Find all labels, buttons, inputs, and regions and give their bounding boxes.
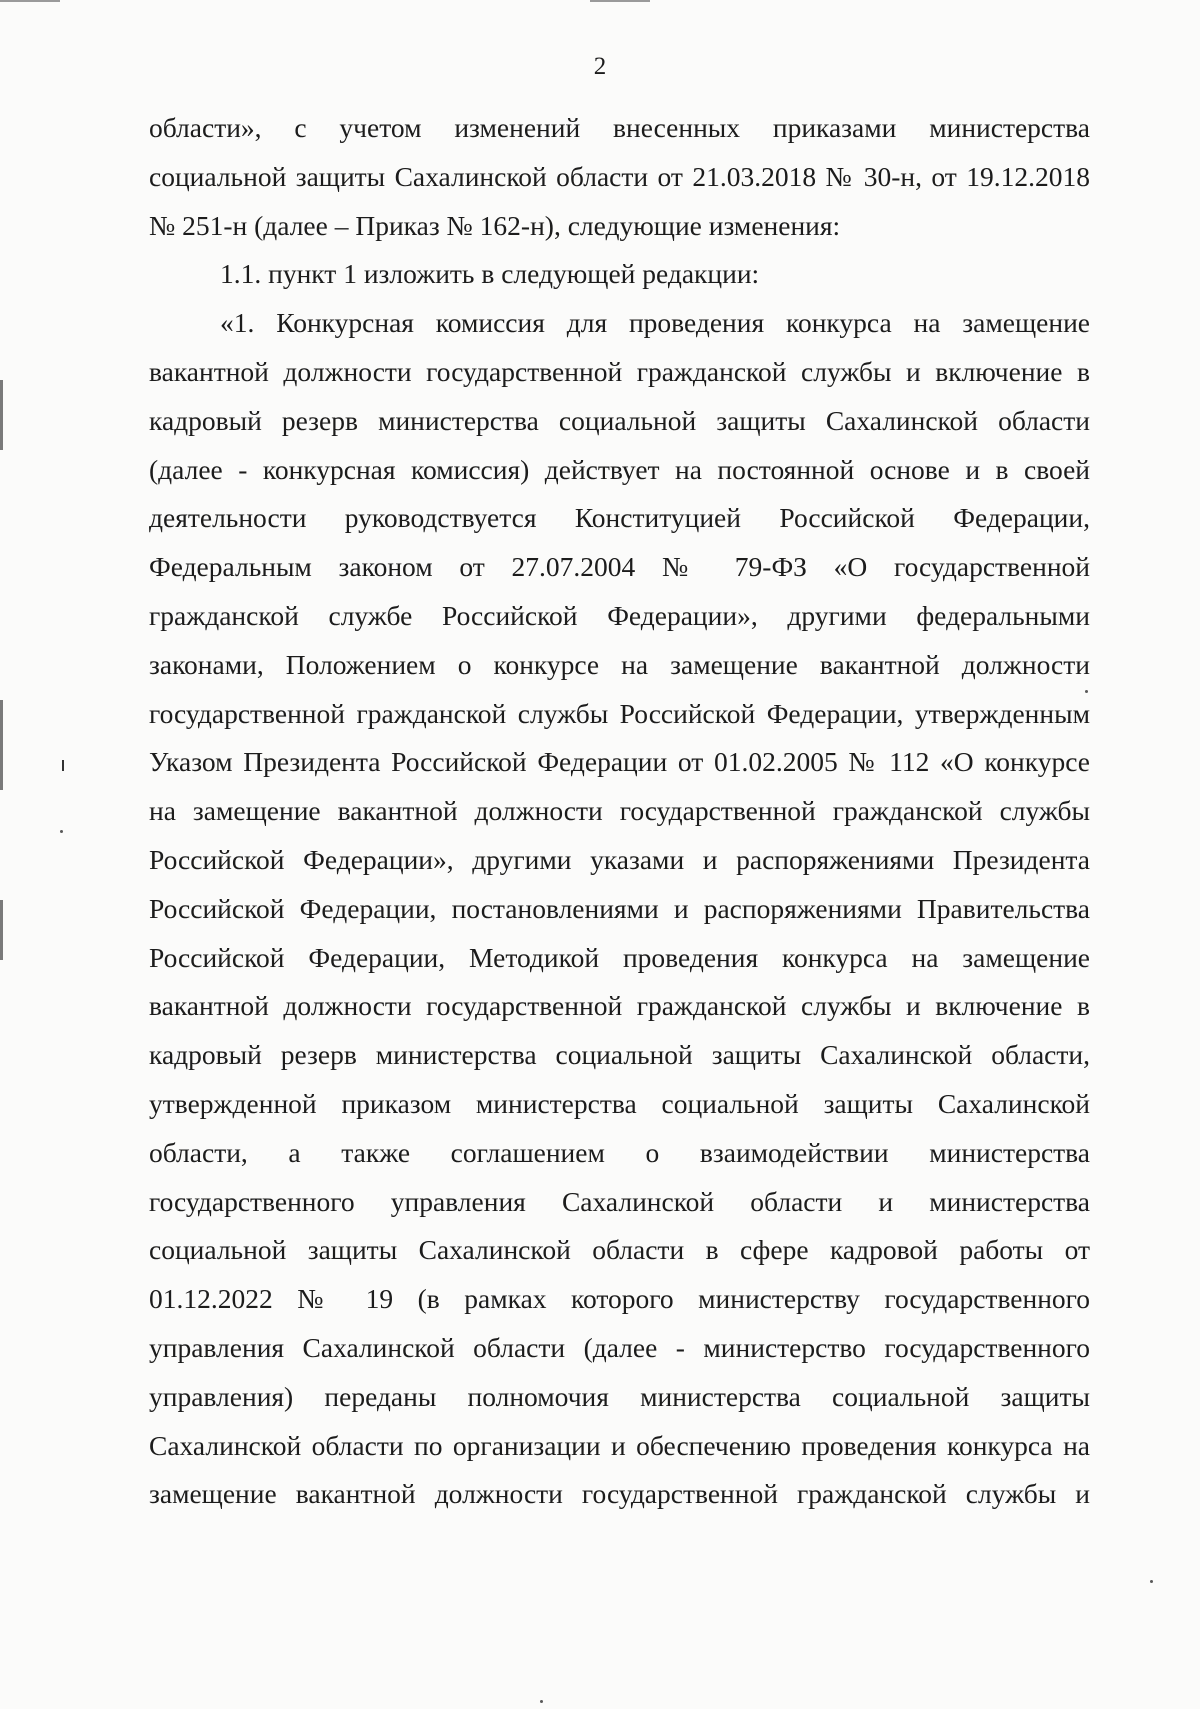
text-line: Сахалинской области по организации и обеспечению проведения конкурса на (149, 1429, 1090, 1461)
scan-top-mark (0, 0, 60, 2)
text-line: Российской Федерации, Методикой проведения конкурса на замещение (149, 941, 1090, 973)
page-number: 2 (593, 53, 607, 80)
text-line: социальной защиты Сахалинской области от 21.03.2018 № 30-н, от 19.12.2018 (149, 160, 1090, 192)
scan-edge-mark (0, 380, 3, 450)
text-line: управления) переданы полномочия министерства социальной защиты (149, 1380, 1090, 1412)
text-line: Федеральным законом от 27.07.2004 № 79-ФЗ «О государственной (149, 551, 1090, 583)
text-line: государственной гражданской службы Российской Федерации, утвержденным (149, 697, 1090, 729)
scan-top-mark (590, 0, 650, 2)
text-line: Российской Федерации», другими указами и распоряжениями Президента (149, 843, 1090, 875)
text-line: замещение вакантной должности государственной гражданской службы и (149, 1478, 1090, 1510)
text-line: области, а также соглашением о взаимодействии министерства (149, 1136, 1090, 1168)
text-line: законами, Положением о конкурсе на замещение вакантной должности (149, 648, 1090, 680)
text-line: области», с учетом изменений внесенных приказами министерства (149, 112, 1090, 143)
text-line: 01.12.2022 № 19 (в рамках которого министерству государственного (149, 1283, 1090, 1315)
text-line: на замещение вакантной должности государственной гражданской службы (149, 795, 1090, 827)
text-line: (далее - конкурсная комиссия) действует на постоянной основе и в своей (149, 453, 1090, 485)
scan-speck (60, 830, 63, 833)
text-line: кадровый резерв министерства социальной защиты Сахалинской области (149, 404, 1090, 436)
scan-speck (1150, 1580, 1153, 1583)
scan-edge-mark (0, 900, 3, 960)
text-line: «1. Конкурсная комиссия для проведения конкурса на замещение (220, 307, 1090, 339)
text-line: деятельности руководствуется Конституцией Российской Федерации, (149, 502, 1090, 534)
text-line: № 251-н (далее – Приказ № 162-н), следующие изменения: (149, 209, 841, 241)
text-line: Российской Федерации, постановлениями и распоряжениями Правительства (149, 892, 1090, 924)
text-line: управления Сахалинской области (далее - министерство государственного (149, 1331, 1090, 1363)
scan-speck (62, 760, 64, 771)
text-line: вакантной должности государственной гражданской службы и включение в (149, 355, 1090, 387)
text-line: Указом Президента Российской Федерации от 01.02.2005 № 112 «О конкурсе (149, 746, 1090, 778)
text-line: кадровый резерв министерства социальной защиты Сахалинской области, (149, 1039, 1090, 1071)
scan-speck (540, 1700, 543, 1703)
text-line: утвержденной приказом министерства социальной защиты Сахалинской (149, 1087, 1090, 1119)
text-line: вакантной должности государственной гражданской службы и включение в (149, 990, 1090, 1022)
text-line: государственного управления Сахалинской области и министерства (149, 1185, 1090, 1217)
scan-edge-mark (0, 700, 3, 790)
text-line: 1.1. пункт 1 изложить в следующей редакции: (220, 258, 760, 290)
body-text (149, 104, 1090, 1519)
text-line: социальной защиты Сахалинской области в сфере кадровой работы от (149, 1234, 1090, 1266)
text-line: гражданской службе Российской Федерации», другими федеральными (149, 599, 1090, 631)
